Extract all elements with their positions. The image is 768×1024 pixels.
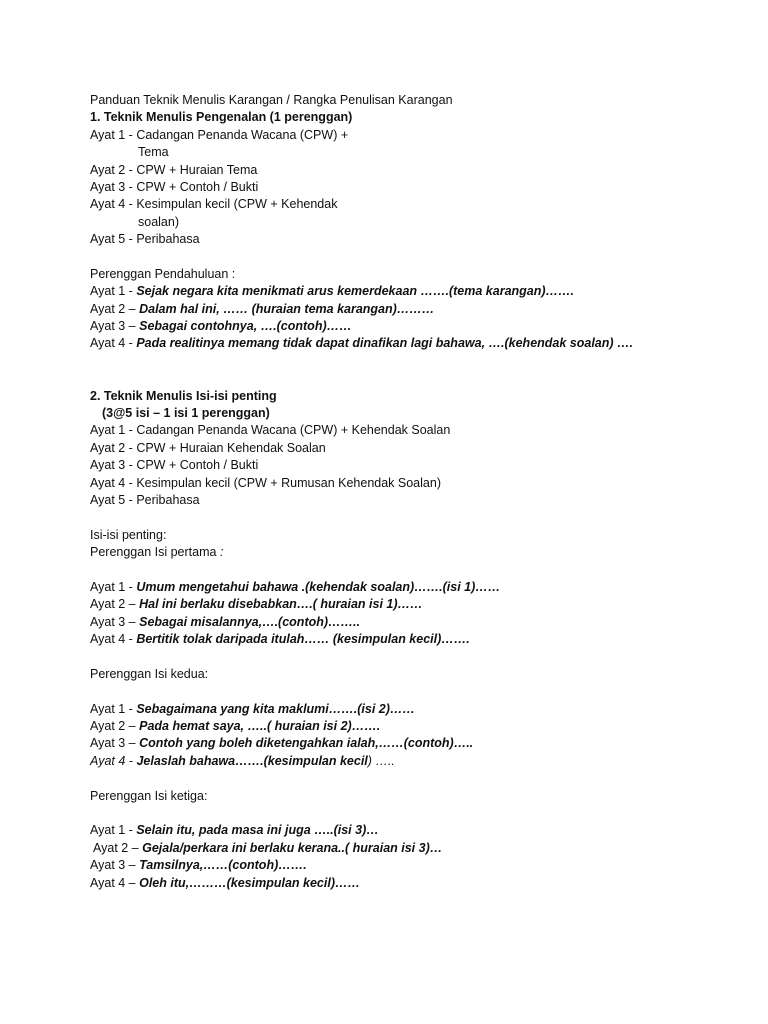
example-text: Jelaslah bahawa…….(kesimpulan kecil (136, 753, 368, 768)
example-text: Sebagai contohnya, ….(contoh)…… (139, 319, 352, 334)
example-label: Ayat 1 - (90, 701, 137, 716)
document-body (90, 92, 730, 892)
pendahuluan-example-2 (90, 301, 730, 318)
example-label: Ayat 3 – (90, 614, 140, 629)
paragraph-heading-suffix: : (216, 545, 224, 560)
example-label: Ayat 4 - (90, 753, 137, 768)
example-text: Contoh yang boleh diketengahkan ialah,……(contoh)….. (139, 736, 474, 751)
isi-ketiga-example-4 (90, 875, 730, 892)
isi-kedua-example-4 (90, 753, 730, 770)
section2-line-3: Ayat 3 - CPW + Contoh / Bukti (90, 458, 259, 473)
isi-ketiga-example-3 (90, 857, 730, 874)
example-text: Hal ini berlaku disebabkan….( huraian isi 1)…… (139, 597, 423, 612)
example-text: Dalam hal ini, …… (huraian tema karangan)……… (139, 301, 435, 316)
example-text: Bertitik tolak daripada itulah…… (kesimpulan kecil)……. (136, 632, 470, 647)
spacer (90, 353, 730, 388)
spacer (90, 562, 730, 579)
section1-line-1: Ayat 1 - Cadangan Penanda Wacana (CPW) + (90, 127, 349, 142)
section1-heading: 1. Teknik Menulis Pengenalan (1 perenggan) (90, 110, 353, 125)
section1-line-6: soalan) (138, 214, 179, 229)
section2-heading: 2. Teknik Menulis Isi-isi penting (90, 388, 277, 403)
section1-line-5: Ayat 4 - Kesimpulan kecil (CPW + Kehendak (90, 197, 338, 212)
example-text: Selain itu, pada masa ini juga …..(isi 3)… (136, 823, 379, 838)
isi-kedua-heading: Perenggan Isi kedua: (90, 666, 209, 681)
example-text: Pada hemat saya, …..( huraian isi 2)……. (139, 719, 381, 734)
section2-line-4: Ayat 4 - Kesimpulan kecil (CPW + Rumusan Kehendak Soalan) (90, 475, 441, 490)
spacer (90, 509, 730, 526)
example-label: Ayat 4 – (90, 875, 140, 890)
isi-kedua-example-3 (90, 735, 730, 752)
isi-ketiga-heading: Perenggan Isi ketiga: (90, 788, 208, 803)
section2-line-1: Ayat 1 - Cadangan Penanda Wacana (CPW) + Kehendak Soalan (90, 423, 451, 438)
example-text: Tamsilnya,……(contoh)……. (139, 858, 307, 873)
example-text: Sebagaimana yang kita maklumi…….(isi 2)…… (136, 701, 415, 716)
section1-line-7: Ayat 5 - Peribahasa (90, 232, 200, 247)
example-text: Sebagai misalannya,….(contoh)…….. (139, 614, 360, 629)
example-label: Ayat 1 - (90, 579, 137, 594)
paragraph-heading: Perenggan Isi pertama (90, 545, 217, 560)
example-text: Sejak negara kita menikmati arus kemerdekaan …….(tema karangan)……. (136, 284, 575, 299)
section2-subheading: (3@5 isi – 1 isi 1 perenggan) (102, 406, 270, 421)
pendahuluan-example-4 (90, 335, 730, 352)
example-text: Umum mengetahui bahawa .(kehendak soalan)…….(isi 1)…… (136, 579, 501, 594)
example-label: Ayat 1 - (90, 823, 137, 838)
spacer (90, 249, 730, 266)
isi-kedua-example-1 (90, 701, 730, 718)
section1-line-2: Tema (138, 145, 169, 160)
spacer (90, 770, 730, 787)
isi-kedua-example-2 (90, 718, 730, 735)
section2-line-2: Ayat 2 - CPW + Huraian Kehendak Soalan (90, 440, 326, 455)
example-label: Ayat 2 – (90, 719, 140, 734)
example-label: Ayat 4 - (90, 632, 137, 647)
example-text: Oleh itu,………(kesimpulan kecil)…… (139, 875, 360, 890)
example-label: Ayat 4 - (90, 336, 137, 351)
example-label: Ayat 2 – (90, 301, 140, 316)
isi-pertama-example-1 (90, 579, 730, 596)
example-label: Ayat 3 – (90, 736, 140, 751)
example-label: Ayat 1 - (90, 284, 137, 299)
isi-ketiga-example-2 (90, 840, 730, 857)
isi-pertama-heading (90, 544, 730, 561)
pendahuluan-example-3 (90, 318, 730, 335)
section1-line-3: Ayat 2 - CPW + Huraian Tema (90, 162, 258, 177)
example-tail: ) ….. (367, 753, 395, 768)
section2-line-5: Ayat 5 - Peribahasa (90, 493, 200, 507)
isi-ketiga-example-1 (90, 822, 730, 839)
isi-pertama-example-3 (90, 614, 730, 631)
example-text: Pada realitinya memang tidak dapat dinafikan lagi bahawa, ….(kehendak soalan) …. (136, 336, 634, 351)
isi-pertama-example-4 (90, 631, 730, 648)
spacer (90, 683, 730, 700)
isi-heading: Isi-isi penting: (90, 527, 167, 542)
example-text: Gejala/perkara ini berlaku kerana..( huraian isi 3)… (142, 840, 443, 855)
pendahuluan-example-1 (90, 283, 730, 300)
example-label: Ayat 3 – (90, 858, 140, 873)
example-label: Ayat 2 – (90, 597, 140, 612)
pendahuluan-heading: Perenggan Pendahuluan : (90, 266, 236, 281)
spacer (90, 805, 730, 822)
section1-line-4: Ayat 3 - CPW + Contoh / Bukti (90, 179, 259, 194)
isi-pertama-example-2 (90, 596, 730, 613)
example-label: Ayat 2 – (93, 840, 143, 855)
example-label: Ayat 3 – (90, 319, 140, 334)
document-title: Panduan Teknik Menulis Karangan / Rangka Penulisan Karangan (90, 93, 453, 107)
spacer (90, 649, 730, 666)
